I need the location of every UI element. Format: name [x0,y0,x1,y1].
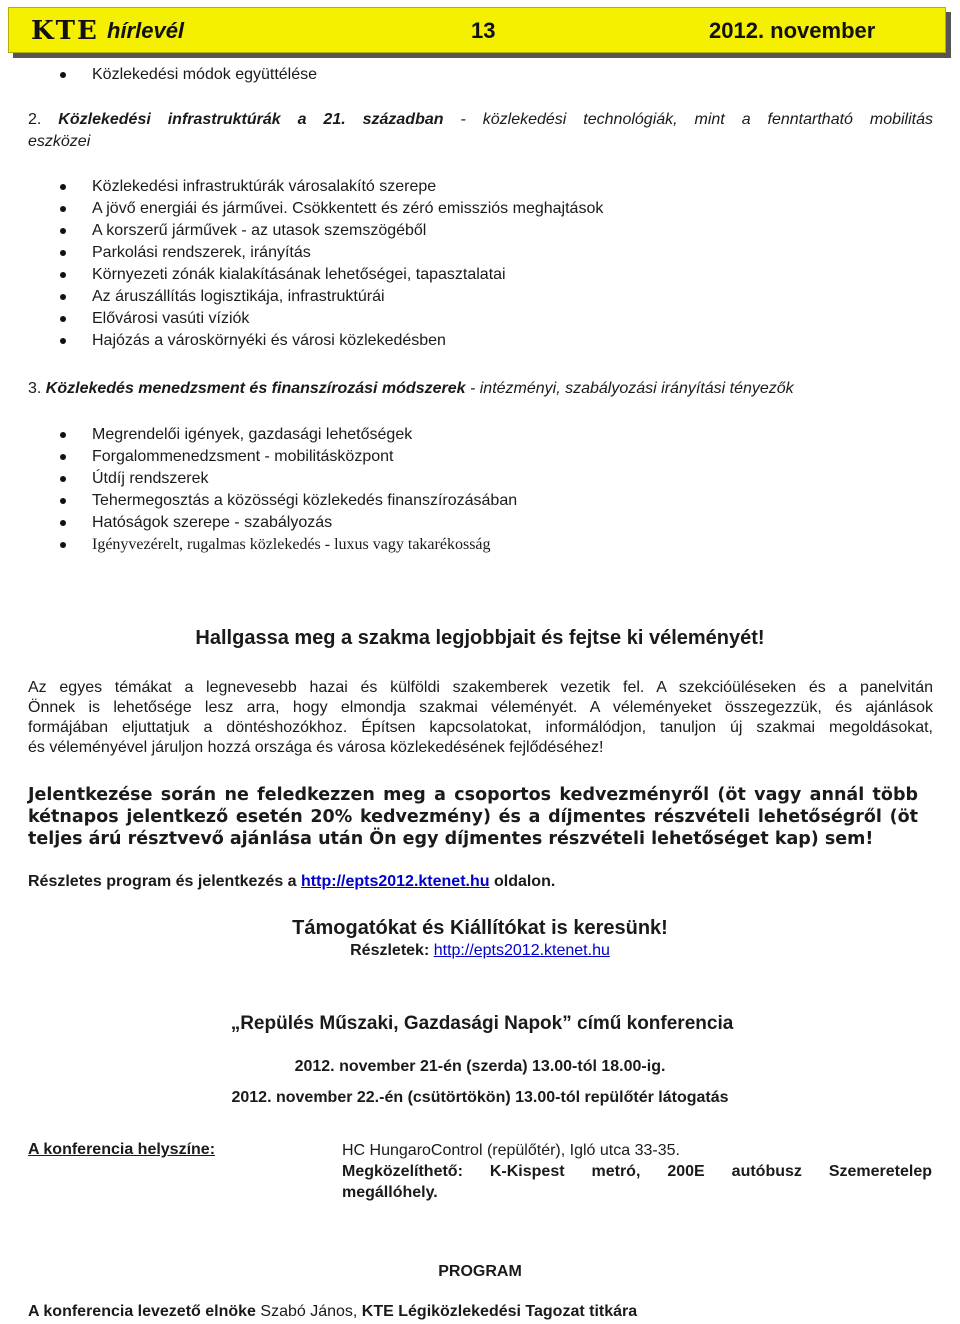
section-2-heading: 2. Közlekedési infrastruktúrák a 21. században - közlekedési technológiák, mint a fenntartható mobilitás eszközei [28,111,934,150]
conference-date-2: 2012. november 22.-én (csütörtökön) 13.00-tól repülőtér látogatás [231,1089,729,1106]
bullet-icon [60,316,66,322]
list-item: Környezeti zónák kialakításának lehetőségei, tapasztalatai [28,264,603,286]
program-heading: PROGRAM [438,1263,522,1280]
bullet-icon [60,338,66,344]
intro-paragraph: Az egyes témákat a legnevesebb hazai és külföldi szakemberek vezetik fel. A szekcióüléseken és a panelvitán Önnek is lehetősége lesz arra, hogy elmondja szakmai véleményét. A véleményeket összegezzük, és ajánlások formájában eljuttatjuk a döntéshozókhoz. Építsen kapcsolatokat, informálódjon, tanuljon új szakmai megoldásokat, és véleményével járuljon hozzá országa és városa közlekedésének fejlődéséhez! [28,679,933,756]
list-item: Közlekedési infrastruktúrák városalakító szerepe [28,176,603,198]
bullet-icon [60,432,66,438]
list-item: Tehermegosztás a közösségi közlekedés finanszírozásában [28,490,517,512]
newsletter-title: hírlevél [107,18,185,43]
venue-address: HC HungaroControl (repülőtér), Igló utca 33-35. [342,1142,680,1159]
list-item: Hajózás a városkörnyéki és városi közlekedésben [28,330,603,352]
program-link[interactable]: http://epts2012.ktenet.hu [301,873,490,890]
list-item: A korszerű járművek - az utasok szemszögéből [28,220,603,242]
sponsors-details: Részletek: http://epts2012.ktenet.hu [350,942,610,959]
bullet-icon [60,72,66,78]
discount-promo: Jelentkezése során ne feledkezzen meg a csoportos kedvezményről (öt vagy annál több kétnapos jelentkező esetén 20% kedvezmény) és a díjmentes részvételi lehetőségről (öt teljes árú résztvevő ajánlása után Ön egy díjmentes részvételi lehetőséget kap) sem! [28,785,918,849]
list-item: Közlekedési módok együttélése [28,64,317,86]
venue-label: A konferencia helyszíne: [28,1141,216,1158]
bullet-icon [60,294,66,300]
list-item: Igényvezérelt, rugalmas közlekedés - luxus vagy takarékosság [28,534,517,556]
sponsors-link[interactable]: http://epts2012.ktenet.hu [433,942,610,959]
bullet-icon [60,454,66,460]
venue-details: HC HungaroControl (repülőtér), Igló utca 33-35. Megközelíthető: K-Kispest metró, 200E autóbusz Szemeretelep megállóhely. [342,1142,933,1201]
section-3-heading: 3. Közlekedés menedzsment és finanszírozási módszerek - intézményi, szabályozási irányítási tényezők [28,380,794,397]
bullet-icon [60,520,66,526]
bullet-icon [60,498,66,504]
callout-heading: Hallgassa meg a szakma legjobbjait és fejtse ki véleményét! [195,627,765,649]
list-item: Hatóságok szerepe - szabályozás [28,512,517,534]
issue-date: 2012. november [709,18,876,43]
newsletter-header [8,7,946,53]
venue-access: Megközelíthető: K-Kispest metró, 200E autóbusz Szemeretelep [342,1163,933,1180]
section-2-title: Közlekedési infrastruktúrák a 21. században [58,111,444,128]
chair-name: Szabó János, [260,1303,358,1320]
conference-date-1: 2012. november 21-én (szerda) 13.00-tól 18.00-ig. [294,1058,666,1075]
section-3-title: Közlekedés menedzsment és finanszírozási módszerek [45,380,466,397]
list-item: Elővárosi vasúti víziók [28,308,603,330]
sponsors-heading: Támogatókat és Kiállítókat is keresünk! [292,917,668,939]
list-item: Útdíj rendszerek [28,468,517,490]
bullet-list-1 [28,64,317,86]
section-2-subtitle: - közlekedési technológiák, mint a fenntartható mobilitás [460,111,934,128]
bullet-icon [60,272,66,278]
bullet-icon [60,206,66,212]
program-info: Részletes program és jelentkezés a http://epts2012.ktenet.hu oldalon. [28,873,556,890]
bullet-icon [60,228,66,234]
list-item: Forgalommenedzsment - mobilitásközpont [28,446,517,468]
bullet-icon [60,542,66,548]
list-item: Az áruszállítás logisztikája, infrastruktúrái [28,286,603,308]
conference-title: „Repülés Műszaki, Gazdasági Napok” című konferencia [230,1013,734,1034]
bullet-icon [60,184,66,190]
page-number: 13 [471,18,496,43]
list-item: A jövő energiái és járművei. Csökkentett és zéró emissziós meghajtások [28,198,603,220]
bullet-icon [60,250,66,256]
conference-chair: A konferencia levezető elnöke Szabó János, KTE Légiközlekedési Tagozat titkára [28,1303,638,1320]
bullet-icon [60,476,66,482]
list-item: Parkolási rendszerek, irányítás [28,242,603,264]
brand-logo: KTE [31,16,99,46]
bullet-list-3 [28,424,517,556]
bullet-list-2 [28,176,603,352]
section-3-subtitle: - intézményi, szabályozási irányítási tényezők [469,380,794,397]
list-item: Megrendelői igények, gazdasági lehetőségek [28,424,517,446]
